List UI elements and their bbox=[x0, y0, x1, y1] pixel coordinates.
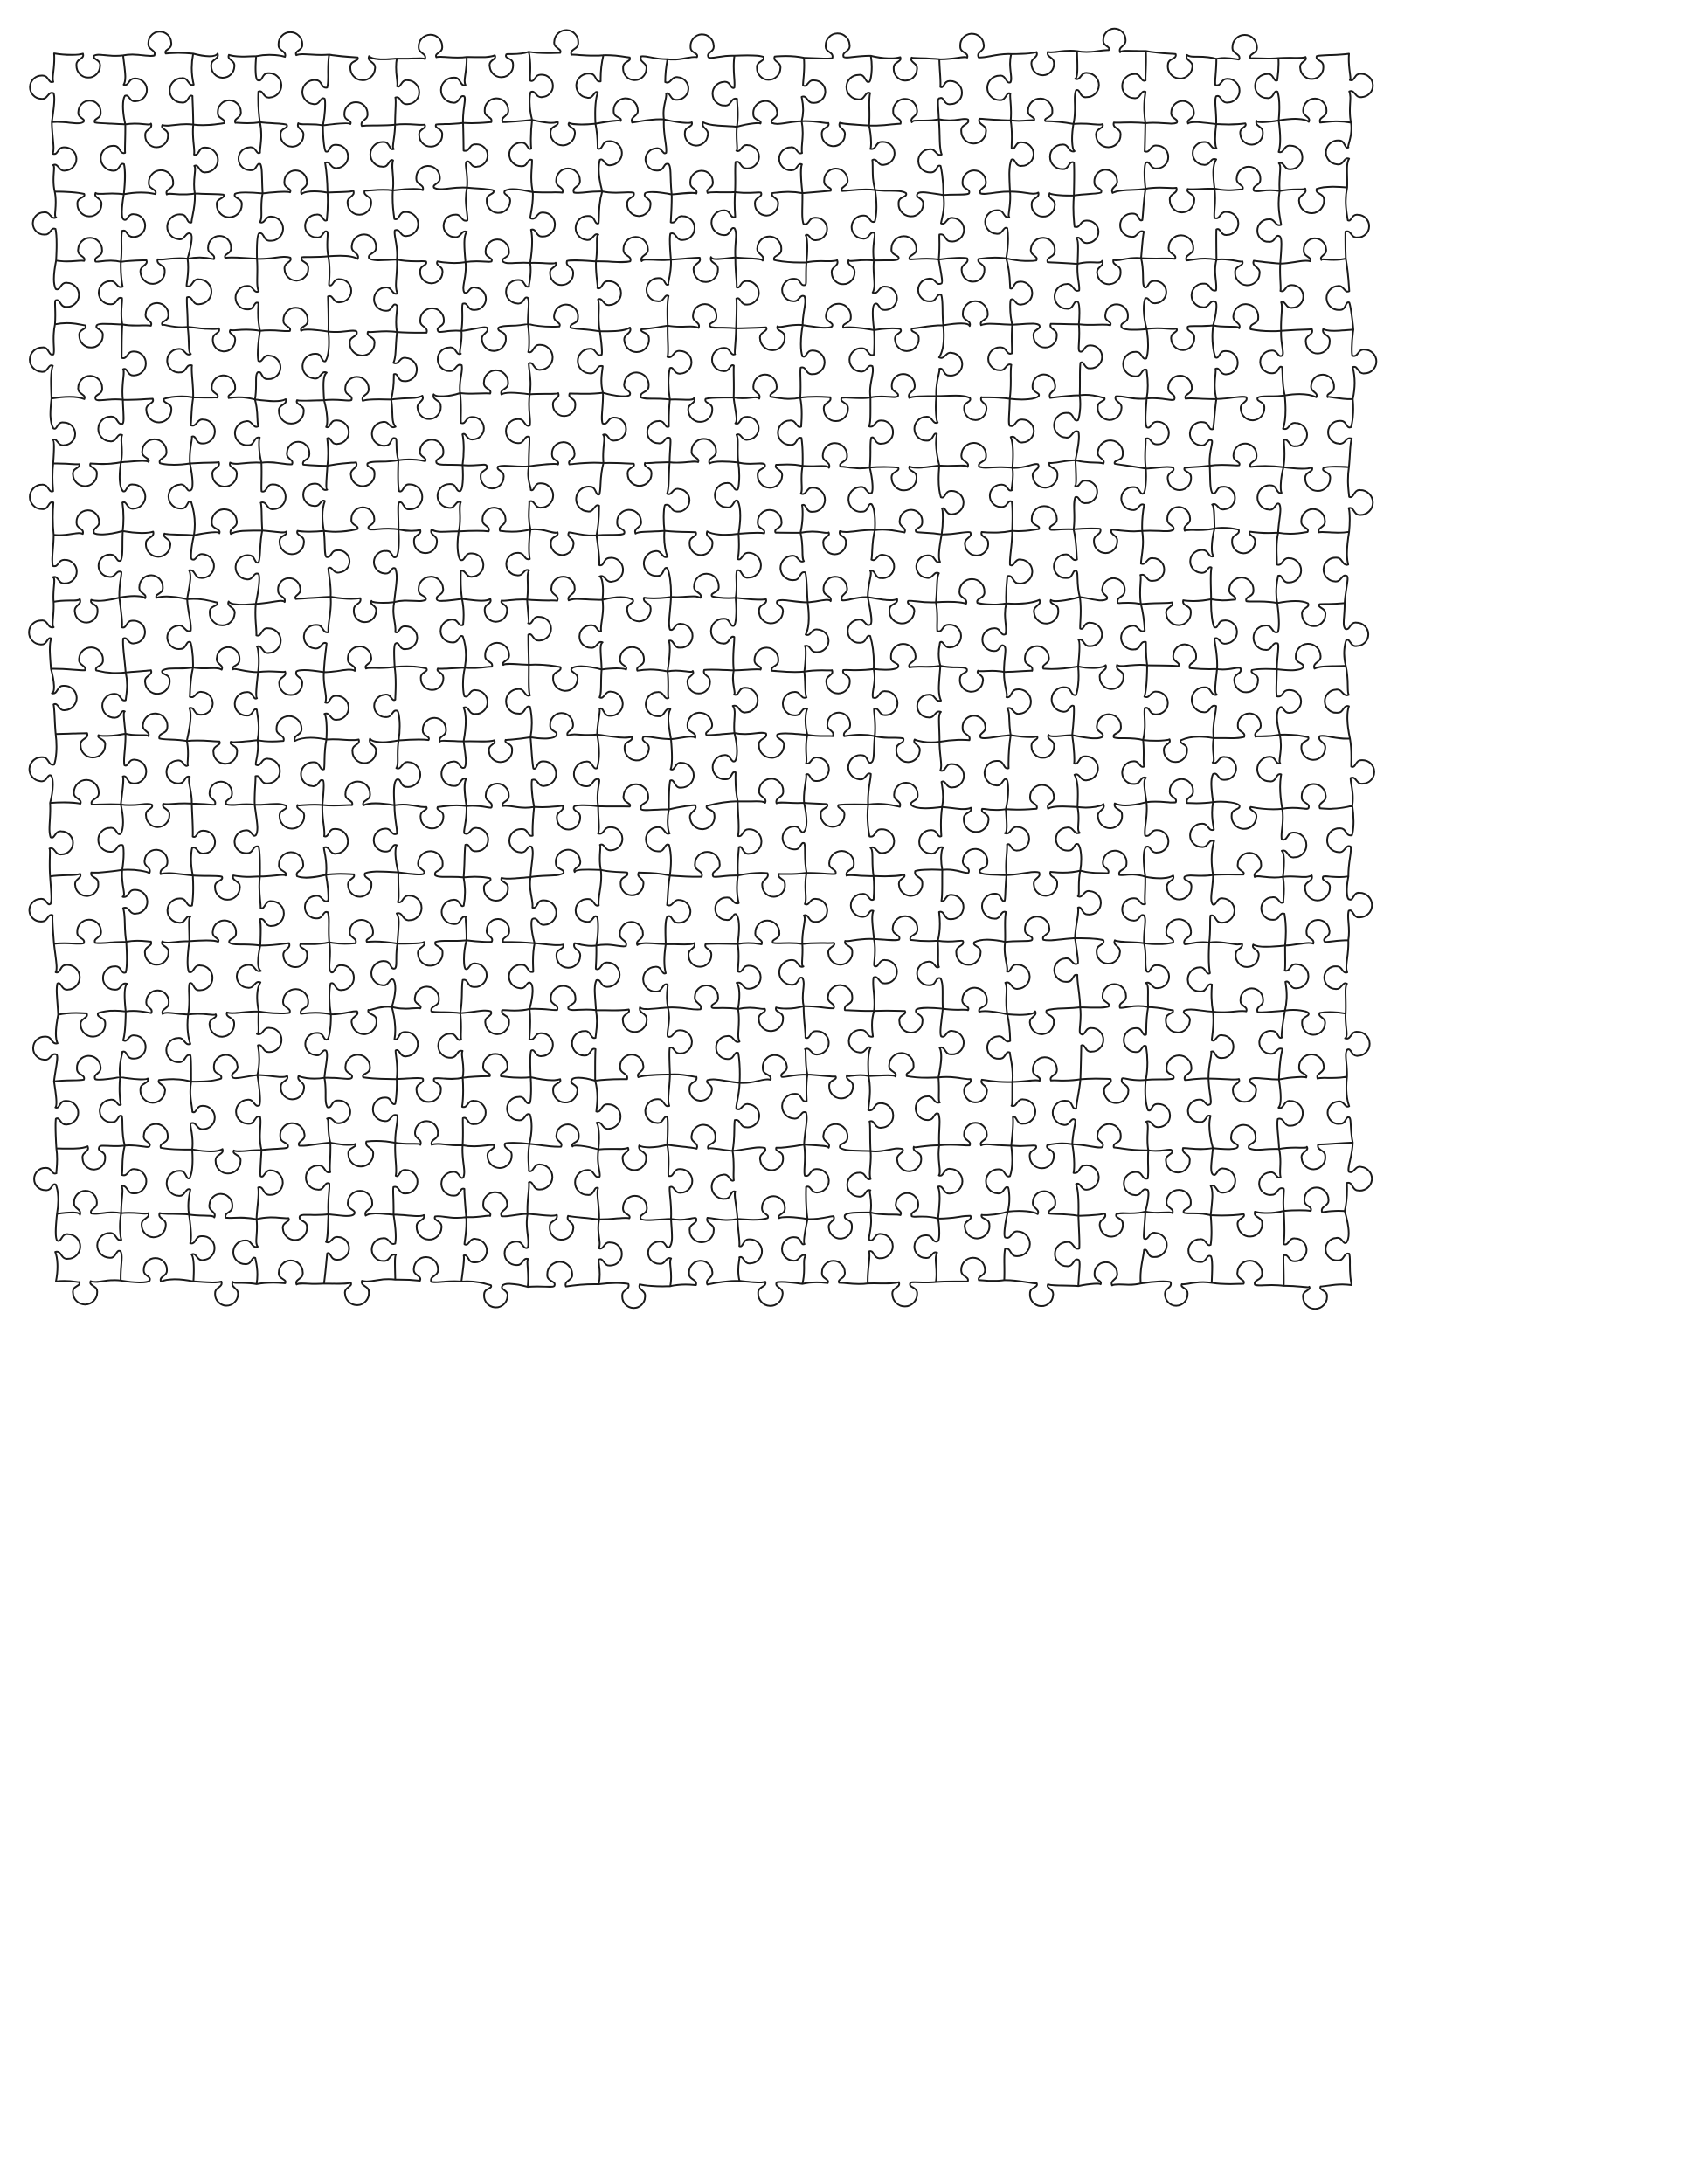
puzzle-grid bbox=[29, 29, 1376, 1309]
puzzle-piece-outlines bbox=[29, 29, 1376, 1309]
